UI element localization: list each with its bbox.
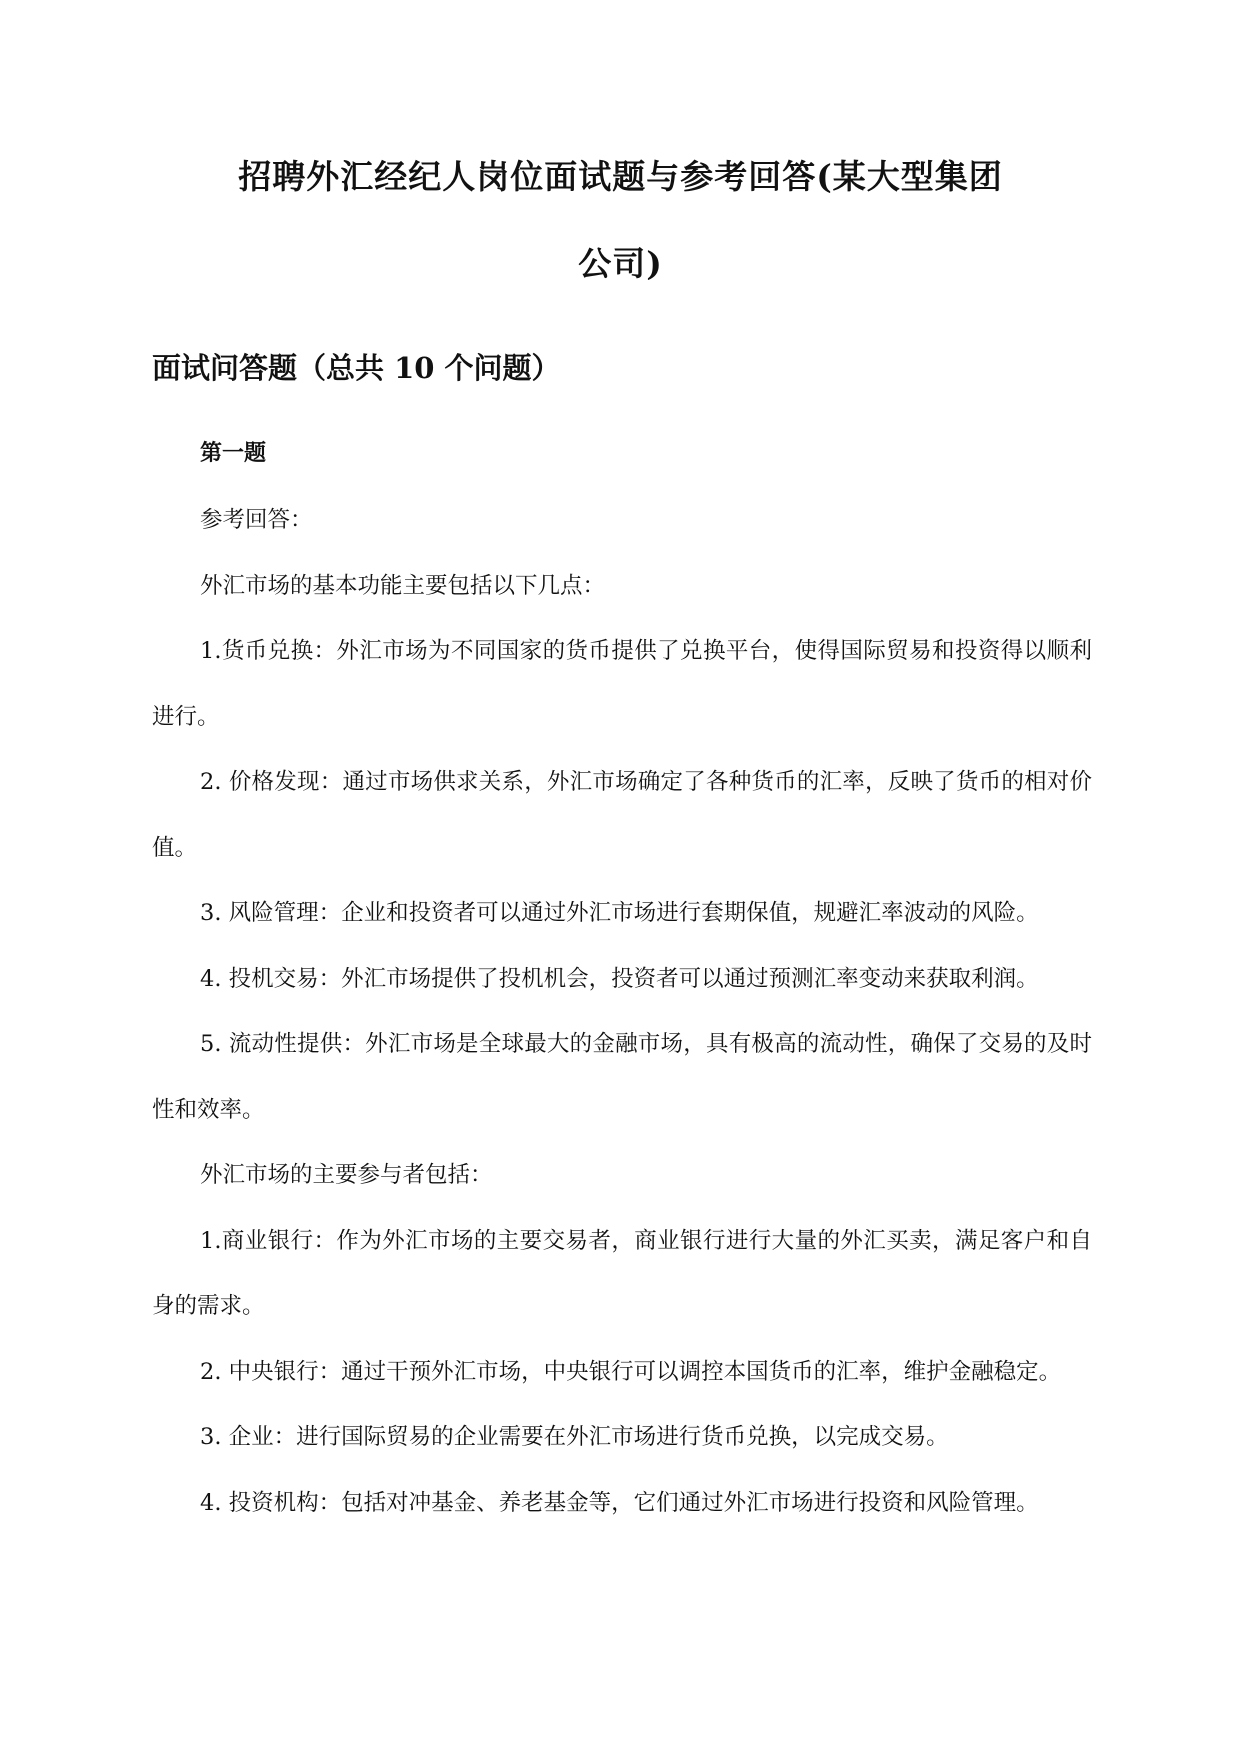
answer-paragraph: 外汇市场的主要参与者包括： — [200, 1162, 493, 1188]
section-heading: 面试问答题（总共 10 个问题） — [152, 351, 561, 385]
answer-paragraph: 1.货币兑换：外汇市场为不同国家的货币提供了兑换平台，使得国际贸易和投资得以顺利进行。 — [152, 638, 1092, 730]
answer-paragraph: 外汇市场的基本功能主要包括以下几点： — [200, 572, 606, 599]
answer-paragraph: 3. 风险管理：企业和投资者可以通过外汇市场进行套期保值，规避汇率波动的风险。 — [200, 900, 1039, 926]
document-title-line-1: 招聘外汇经纪人岗位面试题与参考回答(某大型集团 — [238, 157, 1003, 196]
answer-paragraph: 2. 中央银行：通过干预外汇市场，中央银行可以调控本国货币的汇率，维护金融稳定。 — [200, 1358, 1062, 1385]
question-label: 第一题 — [200, 440, 267, 466]
answer-paragraph: 4. 投资机构：包括对冲基金、养老基金等，它们通过外汇市场进行投资和风险管理。 — [200, 1489, 1039, 1516]
answer-body — [152, 488, 1092, 1536]
answer-paragraph: 2. 价格发现：通过市场供求关系，外汇市场确定了各种货币的汇率，反映了货币的相对价值。 — [152, 769, 1092, 861]
answer-paragraph: 4. 投机交易：外汇市场提供了投机机会，投资者可以通过预测汇率变动来获取利润。 — [200, 965, 1039, 992]
answer-paragraph: 1.商业银行：作为外汇市场的主要交易者，商业银行进行大量的外汇买卖，满足客户和自身的需求。 — [152, 1227, 1092, 1319]
answer-paragraph: 5. 流动性提供：外汇市场是全球最大的金融市场，具有极高的流动性，确保了交易的及时性和效率。 — [152, 1031, 1092, 1123]
answer-paragraph: 参考回答： — [200, 507, 313, 533]
document-title-line-2: 公司) — [578, 244, 663, 283]
answer-paragraph: 3. 企业：进行国际贸易的企业需要在外汇市场进行货币兑换，以完成交易。 — [200, 1424, 949, 1450]
